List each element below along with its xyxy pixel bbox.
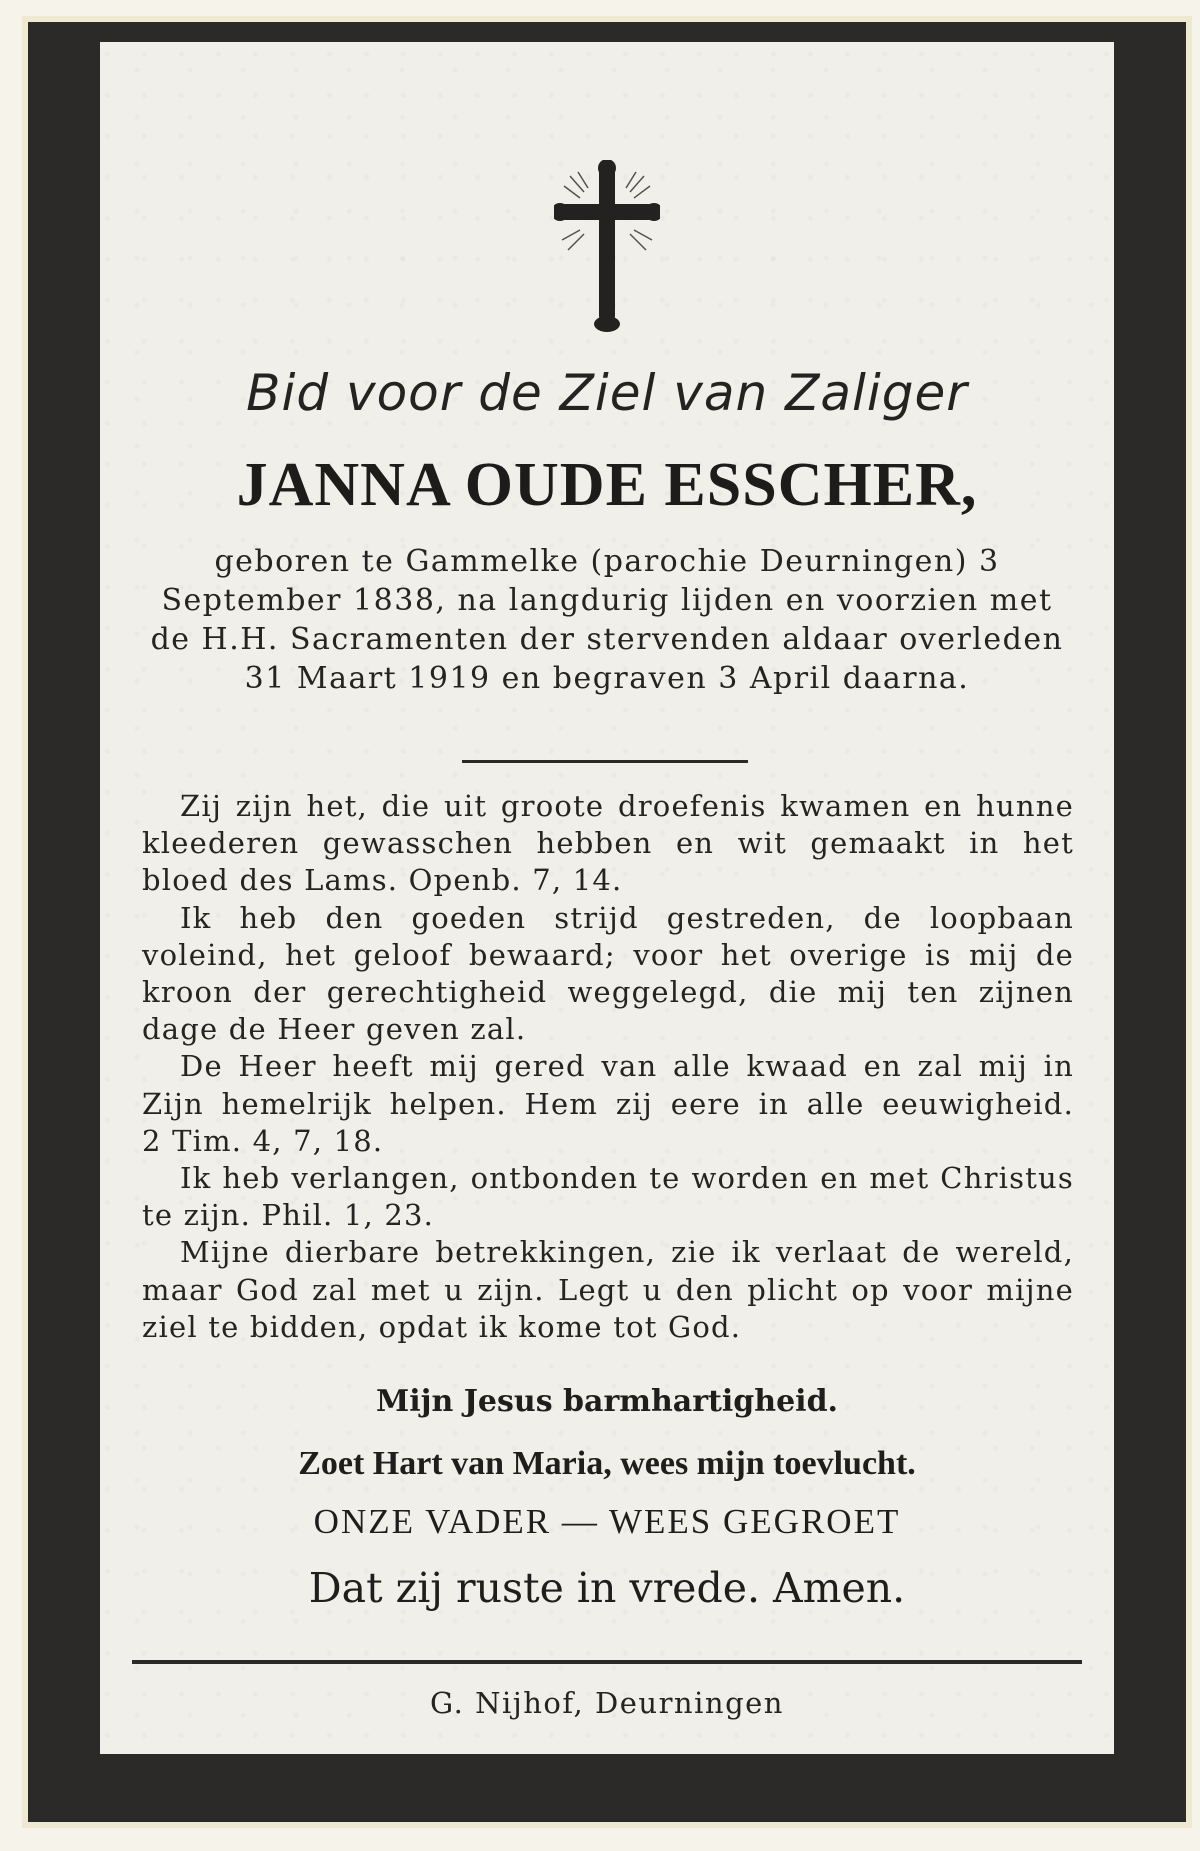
divider-short [462,760,748,763]
verse-text: De Heer heeft mij gered van alle kwaad en zal mij in Zijn hemelrijk helpen. Hem zij eere in alle eeuwigheid. [142,1049,1074,1121]
divider-long [132,1660,1082,1664]
biography-text: geboren te Gammelke (parochie Deurningen) 3 September 1838, na langdurig lijden en voorzien met de H.H. Sacramenten der stervenden aldaar overleden 31 Maart 1919 en begraven 3 April daarna. [150,544,1064,696]
verse-paragraph [142,1160,1074,1234]
verse-text: Ik heb den goeden strijd gestreden, de loopbaan voleind, het geloof bewaard; voor het overige is mij de kroon der gerechtigheid weggelegd, die mij ten zijnen dage de Heer geven zal. [142,900,1074,1047]
deceased-name: JANNA OUDE ESSCHER, [236,451,978,519]
verse-text: Zij zijn het, die uit groote droefenis kwamen en hunne kleederen gewasschen hebben en wit gemaakt in het bloed des Lams. [142,789,1074,898]
verse-reference: 2 Tim. 4, 7, 18. [142,1123,384,1158]
prayer-onze-vader: ONZE VADER — WEES GEGROET [313,1502,901,1541]
verses-block [142,788,1074,1346]
verse-paragraph [142,1048,1074,1160]
prayer-jesus: Mijn Jesus barmhartigheid. [376,1384,838,1419]
prayer-maria: Zoet Hart van Maria, wees mijn toevlucht. [298,1445,916,1482]
verse-paragraph [142,788,1074,900]
verse-paragraph [142,900,1074,1049]
invocation-heading: Bid voor de Ziel van Zaliger [246,364,968,422]
cross-icon [554,160,660,332]
verse-text: Mijne dierbare betrekkingen, zie ik verlaat de wereld, maar God zal met u zijn. Legt u den plicht op voor mijne ziel te bidden, opdat ik kome tot God. [142,1235,1074,1344]
card-paper [100,42,1114,1754]
printer-credit: G. Nijhof, Deurningen [430,1686,784,1720]
verse-text: Ik heb verlangen, ontbonden te worden en met Christus te zijn. [142,1161,1074,1233]
verse-paragraph [142,1234,1074,1346]
verse-reference: Phil. 1, 23. [261,1198,435,1233]
memorial-card [28,22,1186,1822]
prayer-rest-in-peace: Dat zij ruste in vrede. Amen. [308,1564,906,1612]
verse-reference: Openb. 7, 14. [408,863,623,898]
